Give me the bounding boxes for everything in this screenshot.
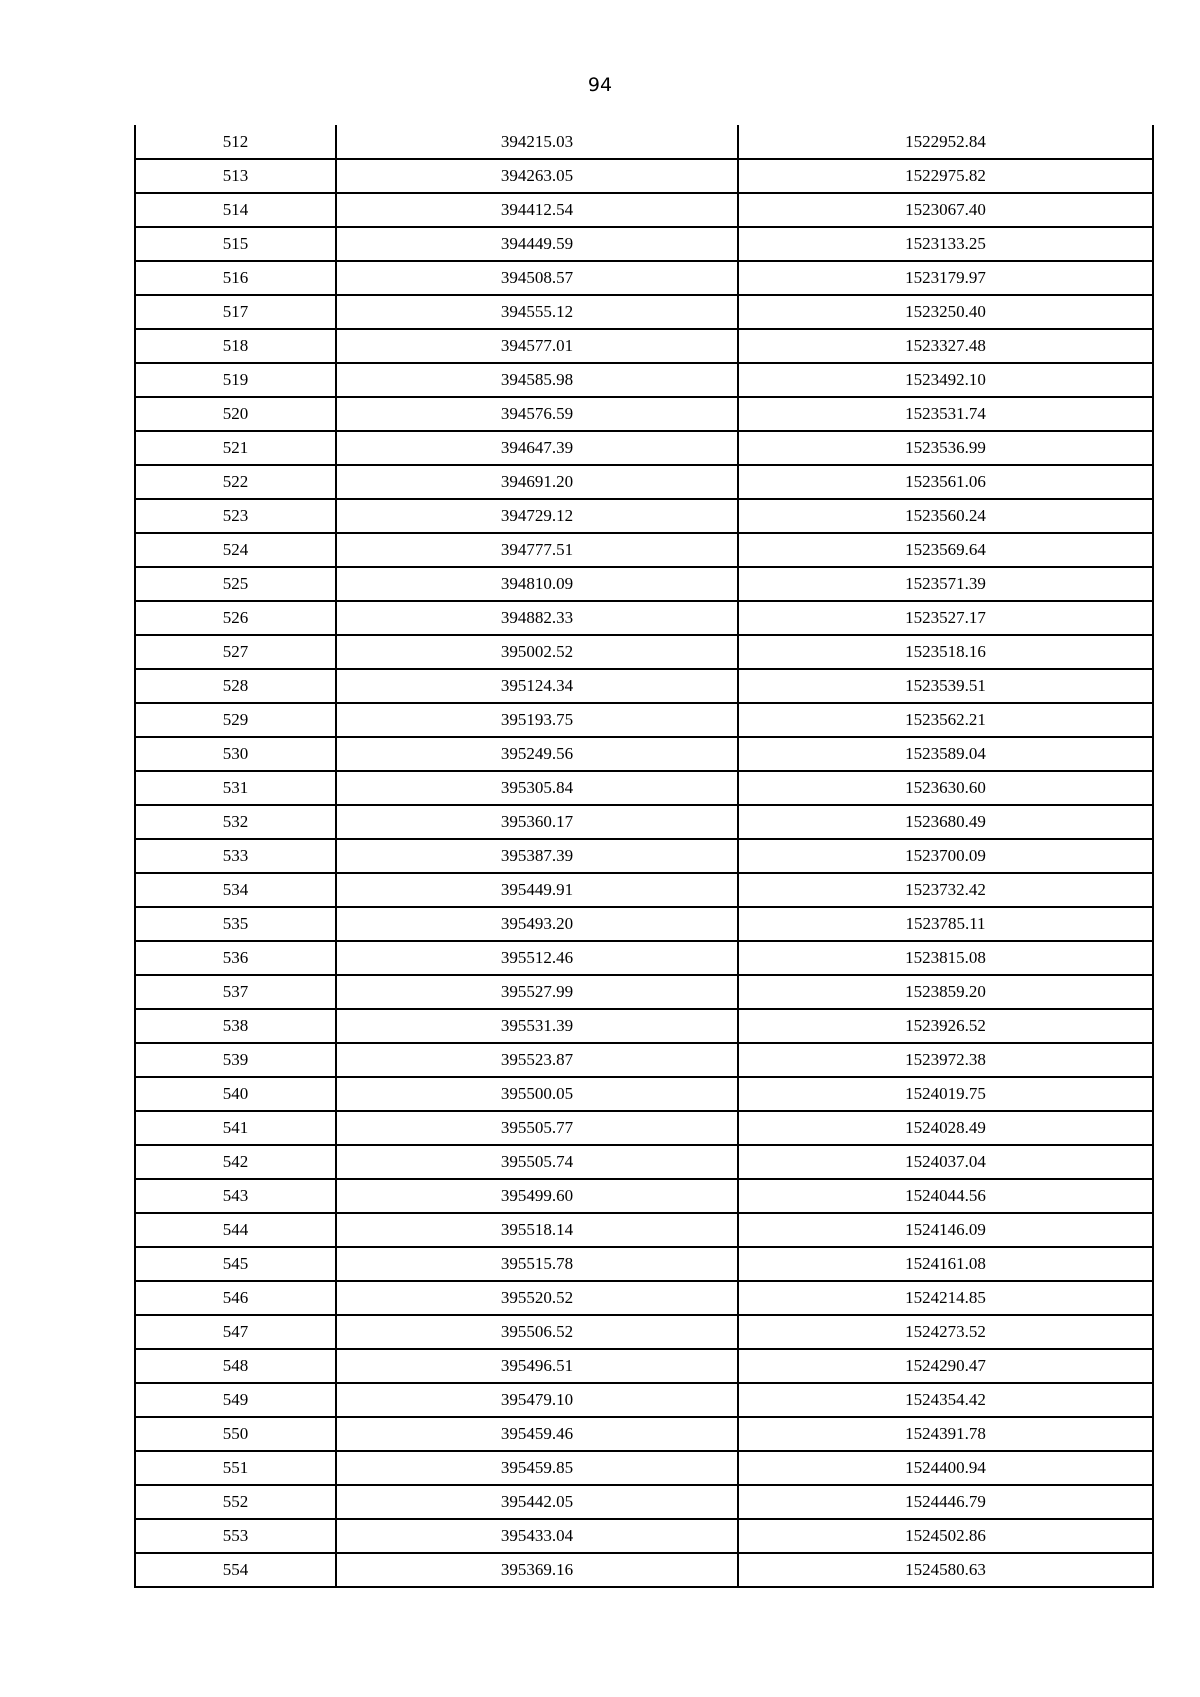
point-number-cell: 518 bbox=[135, 329, 336, 363]
y-coordinate-cell: 1524037.04 bbox=[738, 1145, 1153, 1179]
x-coordinate-cell: 394412.54 bbox=[336, 193, 738, 227]
table-row bbox=[135, 363, 1153, 397]
y-coordinate-cell: 1523562.21 bbox=[738, 703, 1153, 737]
y-coordinate-cell: 1523527.17 bbox=[738, 601, 1153, 635]
point-number-cell: 532 bbox=[135, 805, 336, 839]
table-row bbox=[135, 1179, 1153, 1213]
point-number-cell: 549 bbox=[135, 1383, 336, 1417]
point-number-cell: 525 bbox=[135, 567, 336, 601]
y-coordinate-cell: 1524391.78 bbox=[738, 1417, 1153, 1451]
page-number: 94 bbox=[587, 74, 613, 96]
y-coordinate-cell: 1524044.56 bbox=[738, 1179, 1153, 1213]
y-coordinate-cell: 1524354.42 bbox=[738, 1383, 1153, 1417]
table-row bbox=[135, 499, 1153, 533]
x-coordinate-cell: 394576.59 bbox=[336, 397, 738, 431]
y-coordinate-cell: 1523589.04 bbox=[738, 737, 1153, 771]
table-row bbox=[135, 669, 1153, 703]
point-number-cell: 527 bbox=[135, 635, 336, 669]
point-number-cell: 547 bbox=[135, 1315, 336, 1349]
y-coordinate-cell: 1522975.82 bbox=[738, 159, 1153, 193]
point-number-cell: 537 bbox=[135, 975, 336, 1009]
x-coordinate-cell: 395002.52 bbox=[336, 635, 738, 669]
y-coordinate-cell: 1523492.10 bbox=[738, 363, 1153, 397]
table-row bbox=[135, 601, 1153, 635]
x-coordinate-cell: 394810.09 bbox=[336, 567, 738, 601]
table-row bbox=[135, 1485, 1153, 1519]
point-number-cell: 540 bbox=[135, 1077, 336, 1111]
x-coordinate-cell: 395449.91 bbox=[336, 873, 738, 907]
point-number-cell: 542 bbox=[135, 1145, 336, 1179]
point-number-cell: 519 bbox=[135, 363, 336, 397]
point-number-cell: 529 bbox=[135, 703, 336, 737]
x-coordinate-cell: 395520.52 bbox=[336, 1281, 738, 1315]
table-row bbox=[135, 839, 1153, 873]
point-number-cell: 551 bbox=[135, 1451, 336, 1485]
point-number-cell: 516 bbox=[135, 261, 336, 295]
y-coordinate-cell: 1523680.49 bbox=[738, 805, 1153, 839]
x-coordinate-cell: 395531.39 bbox=[336, 1009, 738, 1043]
table-row bbox=[135, 1077, 1153, 1111]
y-coordinate-cell: 1524400.94 bbox=[738, 1451, 1153, 1485]
table-row bbox=[135, 1281, 1153, 1315]
y-coordinate-cell: 1523972.38 bbox=[738, 1043, 1153, 1077]
point-number-cell: 541 bbox=[135, 1111, 336, 1145]
x-coordinate-cell: 395527.99 bbox=[336, 975, 738, 1009]
y-coordinate-cell: 1523815.08 bbox=[738, 941, 1153, 975]
table-row bbox=[135, 1349, 1153, 1383]
x-coordinate-cell: 395369.16 bbox=[336, 1553, 738, 1587]
y-coordinate-cell: 1523700.09 bbox=[738, 839, 1153, 873]
y-coordinate-cell: 1523785.11 bbox=[738, 907, 1153, 941]
table-row bbox=[135, 1247, 1153, 1281]
y-coordinate-cell: 1524580.63 bbox=[738, 1553, 1153, 1587]
y-coordinate-cell: 1524019.75 bbox=[738, 1077, 1153, 1111]
y-coordinate-cell: 1523926.52 bbox=[738, 1009, 1153, 1043]
table-row bbox=[135, 873, 1153, 907]
point-number-cell: 515 bbox=[135, 227, 336, 261]
table-row bbox=[135, 805, 1153, 839]
y-coordinate-cell: 1523859.20 bbox=[738, 975, 1153, 1009]
point-number-cell: 514 bbox=[135, 193, 336, 227]
point-number-cell: 528 bbox=[135, 669, 336, 703]
y-coordinate-cell: 1523732.42 bbox=[738, 873, 1153, 907]
point-number-cell: 522 bbox=[135, 465, 336, 499]
point-number-cell: 552 bbox=[135, 1485, 336, 1519]
x-coordinate-cell: 394555.12 bbox=[336, 295, 738, 329]
y-coordinate-cell: 1524214.85 bbox=[738, 1281, 1153, 1315]
table-row bbox=[135, 1451, 1153, 1485]
table-row bbox=[135, 737, 1153, 771]
y-coordinate-cell: 1523327.48 bbox=[738, 329, 1153, 363]
table-row bbox=[135, 703, 1153, 737]
y-coordinate-cell: 1523561.06 bbox=[738, 465, 1153, 499]
table-row bbox=[135, 1145, 1153, 1179]
x-coordinate-cell: 394585.98 bbox=[336, 363, 738, 397]
table-row bbox=[135, 1315, 1153, 1349]
table-row bbox=[135, 295, 1153, 329]
table-row bbox=[135, 159, 1153, 193]
table-row bbox=[135, 975, 1153, 1009]
x-coordinate-cell: 394777.51 bbox=[336, 533, 738, 567]
table-row bbox=[135, 1553, 1153, 1587]
y-coordinate-cell: 1524028.49 bbox=[738, 1111, 1153, 1145]
point-number-cell: 545 bbox=[135, 1247, 336, 1281]
table-row bbox=[135, 465, 1153, 499]
table-row bbox=[135, 397, 1153, 431]
y-coordinate-cell: 1522952.84 bbox=[738, 125, 1153, 159]
point-number-cell: 548 bbox=[135, 1349, 336, 1383]
table-row bbox=[135, 567, 1153, 601]
point-number-cell: 544 bbox=[135, 1213, 336, 1247]
point-number-cell: 521 bbox=[135, 431, 336, 465]
table-row bbox=[135, 1009, 1153, 1043]
x-coordinate-cell: 395360.17 bbox=[336, 805, 738, 839]
table-row bbox=[135, 907, 1153, 941]
table-row bbox=[135, 227, 1153, 261]
x-coordinate-cell: 395505.77 bbox=[336, 1111, 738, 1145]
table-row bbox=[135, 1043, 1153, 1077]
point-number-cell: 538 bbox=[135, 1009, 336, 1043]
y-coordinate-cell: 1523569.64 bbox=[738, 533, 1153, 567]
x-coordinate-cell: 394215.03 bbox=[336, 125, 738, 159]
point-number-cell: 520 bbox=[135, 397, 336, 431]
y-coordinate-cell: 1524161.08 bbox=[738, 1247, 1153, 1281]
point-number-cell: 526 bbox=[135, 601, 336, 635]
x-coordinate-cell: 395442.05 bbox=[336, 1485, 738, 1519]
x-coordinate-cell: 394449.59 bbox=[336, 227, 738, 261]
x-coordinate-cell: 395518.14 bbox=[336, 1213, 738, 1247]
y-coordinate-cell: 1523518.16 bbox=[738, 635, 1153, 669]
y-coordinate-cell: 1523133.25 bbox=[738, 227, 1153, 261]
point-number-cell: 546 bbox=[135, 1281, 336, 1315]
x-coordinate-cell: 395505.74 bbox=[336, 1145, 738, 1179]
point-number-cell: 512 bbox=[135, 125, 336, 159]
point-number-cell: 524 bbox=[135, 533, 336, 567]
y-coordinate-cell: 1523539.51 bbox=[738, 669, 1153, 703]
y-coordinate-cell: 1524502.86 bbox=[738, 1519, 1153, 1553]
point-number-cell: 517 bbox=[135, 295, 336, 329]
x-coordinate-cell: 394691.20 bbox=[336, 465, 738, 499]
x-coordinate-cell: 394508.57 bbox=[336, 261, 738, 295]
x-coordinate-cell: 394647.39 bbox=[336, 431, 738, 465]
y-coordinate-cell: 1523571.39 bbox=[738, 567, 1153, 601]
y-coordinate-cell: 1524146.09 bbox=[738, 1213, 1153, 1247]
x-coordinate-cell: 395305.84 bbox=[336, 771, 738, 805]
point-number-cell: 534 bbox=[135, 873, 336, 907]
point-number-cell: 533 bbox=[135, 839, 336, 873]
table-row bbox=[135, 261, 1153, 295]
x-coordinate-cell: 394729.12 bbox=[336, 499, 738, 533]
x-coordinate-cell: 395193.75 bbox=[336, 703, 738, 737]
x-coordinate-cell: 395459.85 bbox=[336, 1451, 738, 1485]
x-coordinate-cell: 395493.20 bbox=[336, 907, 738, 941]
x-coordinate-cell: 395479.10 bbox=[336, 1383, 738, 1417]
table-row bbox=[135, 1213, 1153, 1247]
x-coordinate-cell: 395459.46 bbox=[336, 1417, 738, 1451]
point-number-cell: 535 bbox=[135, 907, 336, 941]
coordinate-table bbox=[134, 125, 1154, 1588]
table-row bbox=[135, 1519, 1153, 1553]
point-number-cell: 550 bbox=[135, 1417, 336, 1451]
table-body bbox=[135, 125, 1153, 1587]
table-row bbox=[135, 533, 1153, 567]
y-coordinate-cell: 1524273.52 bbox=[738, 1315, 1153, 1349]
point-number-cell: 539 bbox=[135, 1043, 336, 1077]
x-coordinate-cell: 394882.33 bbox=[336, 601, 738, 635]
point-number-cell: 554 bbox=[135, 1553, 336, 1587]
point-number-cell: 543 bbox=[135, 1179, 336, 1213]
x-coordinate-cell: 395506.52 bbox=[336, 1315, 738, 1349]
x-coordinate-cell: 395523.87 bbox=[336, 1043, 738, 1077]
point-number-cell: 553 bbox=[135, 1519, 336, 1553]
point-number-cell: 530 bbox=[135, 737, 336, 771]
y-coordinate-cell: 1523560.24 bbox=[738, 499, 1153, 533]
point-number-cell: 523 bbox=[135, 499, 336, 533]
x-coordinate-cell: 395249.56 bbox=[336, 737, 738, 771]
table-row bbox=[135, 771, 1153, 805]
x-coordinate-cell: 395124.34 bbox=[336, 669, 738, 703]
y-coordinate-cell: 1523536.99 bbox=[738, 431, 1153, 465]
x-coordinate-cell: 394577.01 bbox=[336, 329, 738, 363]
y-coordinate-cell: 1523067.40 bbox=[738, 193, 1153, 227]
x-coordinate-cell: 395387.39 bbox=[336, 839, 738, 873]
point-number-cell: 513 bbox=[135, 159, 336, 193]
x-coordinate-cell: 395496.51 bbox=[336, 1349, 738, 1383]
x-coordinate-cell: 395500.05 bbox=[336, 1077, 738, 1111]
x-coordinate-cell: 395515.78 bbox=[336, 1247, 738, 1281]
table-row bbox=[135, 941, 1153, 975]
x-coordinate-cell: 395499.60 bbox=[336, 1179, 738, 1213]
table-row bbox=[135, 1417, 1153, 1451]
x-coordinate-cell: 395512.46 bbox=[336, 941, 738, 975]
y-coordinate-cell: 1523250.40 bbox=[738, 295, 1153, 329]
y-coordinate-cell: 1524446.79 bbox=[738, 1485, 1153, 1519]
y-coordinate-cell: 1523630.60 bbox=[738, 771, 1153, 805]
y-coordinate-cell: 1523531.74 bbox=[738, 397, 1153, 431]
x-coordinate-cell: 395433.04 bbox=[336, 1519, 738, 1553]
y-coordinate-cell: 1523179.97 bbox=[738, 261, 1153, 295]
point-number-cell: 531 bbox=[135, 771, 336, 805]
table-row bbox=[135, 1111, 1153, 1145]
table-row bbox=[135, 329, 1153, 363]
y-coordinate-cell: 1524290.47 bbox=[738, 1349, 1153, 1383]
table-row bbox=[135, 1383, 1153, 1417]
table-row bbox=[135, 125, 1153, 159]
table-row bbox=[135, 431, 1153, 465]
x-coordinate-cell: 394263.05 bbox=[336, 159, 738, 193]
table-row bbox=[135, 193, 1153, 227]
table-row bbox=[135, 635, 1153, 669]
point-number-cell: 536 bbox=[135, 941, 336, 975]
